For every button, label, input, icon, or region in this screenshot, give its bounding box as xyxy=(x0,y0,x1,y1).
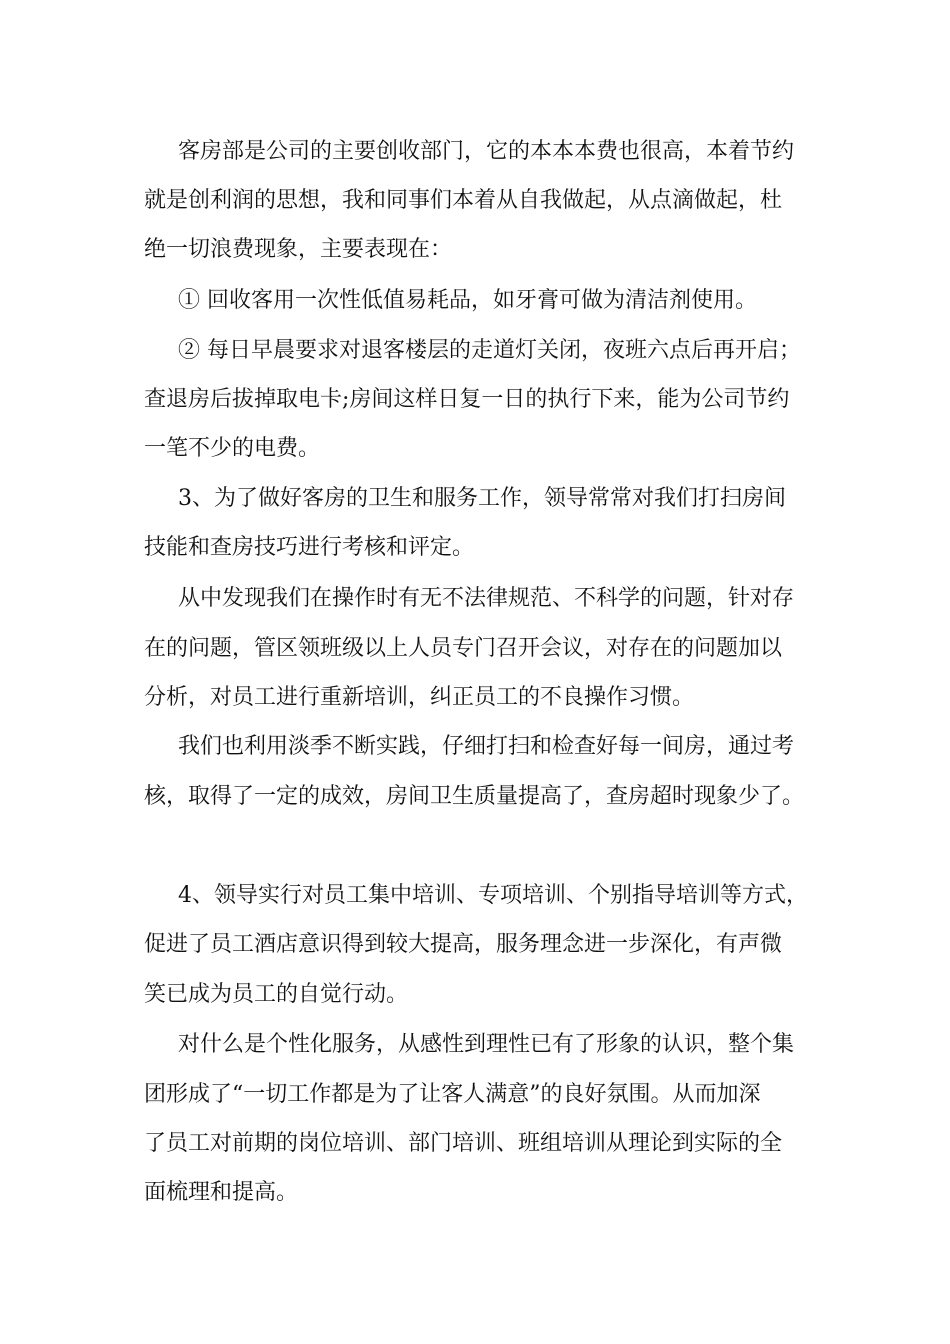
paragraph-line: 4、领导实行对员工集中培训、专项培训、个别指导培训等方式， xyxy=(178,883,808,908)
paragraph-line: ① 回收客用一次性低值易耗品，如牙膏可做为清洁剂使用。 xyxy=(178,288,757,313)
paragraph-line: 促进了员工酒店意识得到较大提高，服务理念进一步深化，有声微 xyxy=(144,932,783,957)
paragraph-line: 就是创利润的思想，我和同事们本着从自我做起，从点滴做起，杜 xyxy=(144,188,783,213)
paragraph-line: 一笔不少的电费。 xyxy=(144,436,321,461)
paragraph-line: 3、为了做好客房的卫生和服务工作，领导常常对我们打扫房间 xyxy=(178,486,786,511)
paragraph-line: 查退房后拔掉取电卡;房间这样日复一日的执行下来，能为公司节约 xyxy=(144,387,790,412)
paragraph-line: 对什么是个性化服务，从感性到理性已有了形象的认识，整个集 xyxy=(178,1032,795,1057)
paragraph-line: 核，取得了一定的成效，房间卫生质量提高了，查房超时现象少了。 xyxy=(144,784,805,809)
paragraph-line: 笑已成为员工的自觉行动。 xyxy=(144,982,409,1007)
paragraph-line: 从中发现我们在操作时有无不法律规范、不科学的问题，针对存 xyxy=(178,586,795,611)
paragraph-line: 我们也利用淡季不断实践，仔细打扫和检查好每一间房，通过考 xyxy=(178,734,795,759)
paragraph-line: 客房部是公司的主要创收部门，它的本本本费也很高，本着节约 xyxy=(178,139,795,164)
paragraph-line: 技能和查房技巧进行考核和评定。 xyxy=(144,535,475,560)
paragraph-line: 团形成了“一切工作都是为了让客人满意”的良好氛围。从而加深 xyxy=(144,1082,761,1107)
paragraph-line: 了员工对前期的岗位培训、部门培训、班组培训从理论到实际的全 xyxy=(144,1131,783,1156)
paragraph-line: 分析，对员工进行重新培训，纠正员工的不良操作习惯。 xyxy=(144,685,695,710)
paragraph-line: 面梳理和提高。 xyxy=(144,1180,299,1205)
paragraph-line: 绝一切浪费现象，主要表现在： xyxy=(144,237,453,262)
paragraph-line: 在的问题，管区领班级以上人员专门召开会议，对存在的问题加以 xyxy=(144,636,783,661)
paragraph-line: ② 每日早晨要求对退客楼层的走道灯关闭，夜班六点后再开启； xyxy=(178,338,801,363)
